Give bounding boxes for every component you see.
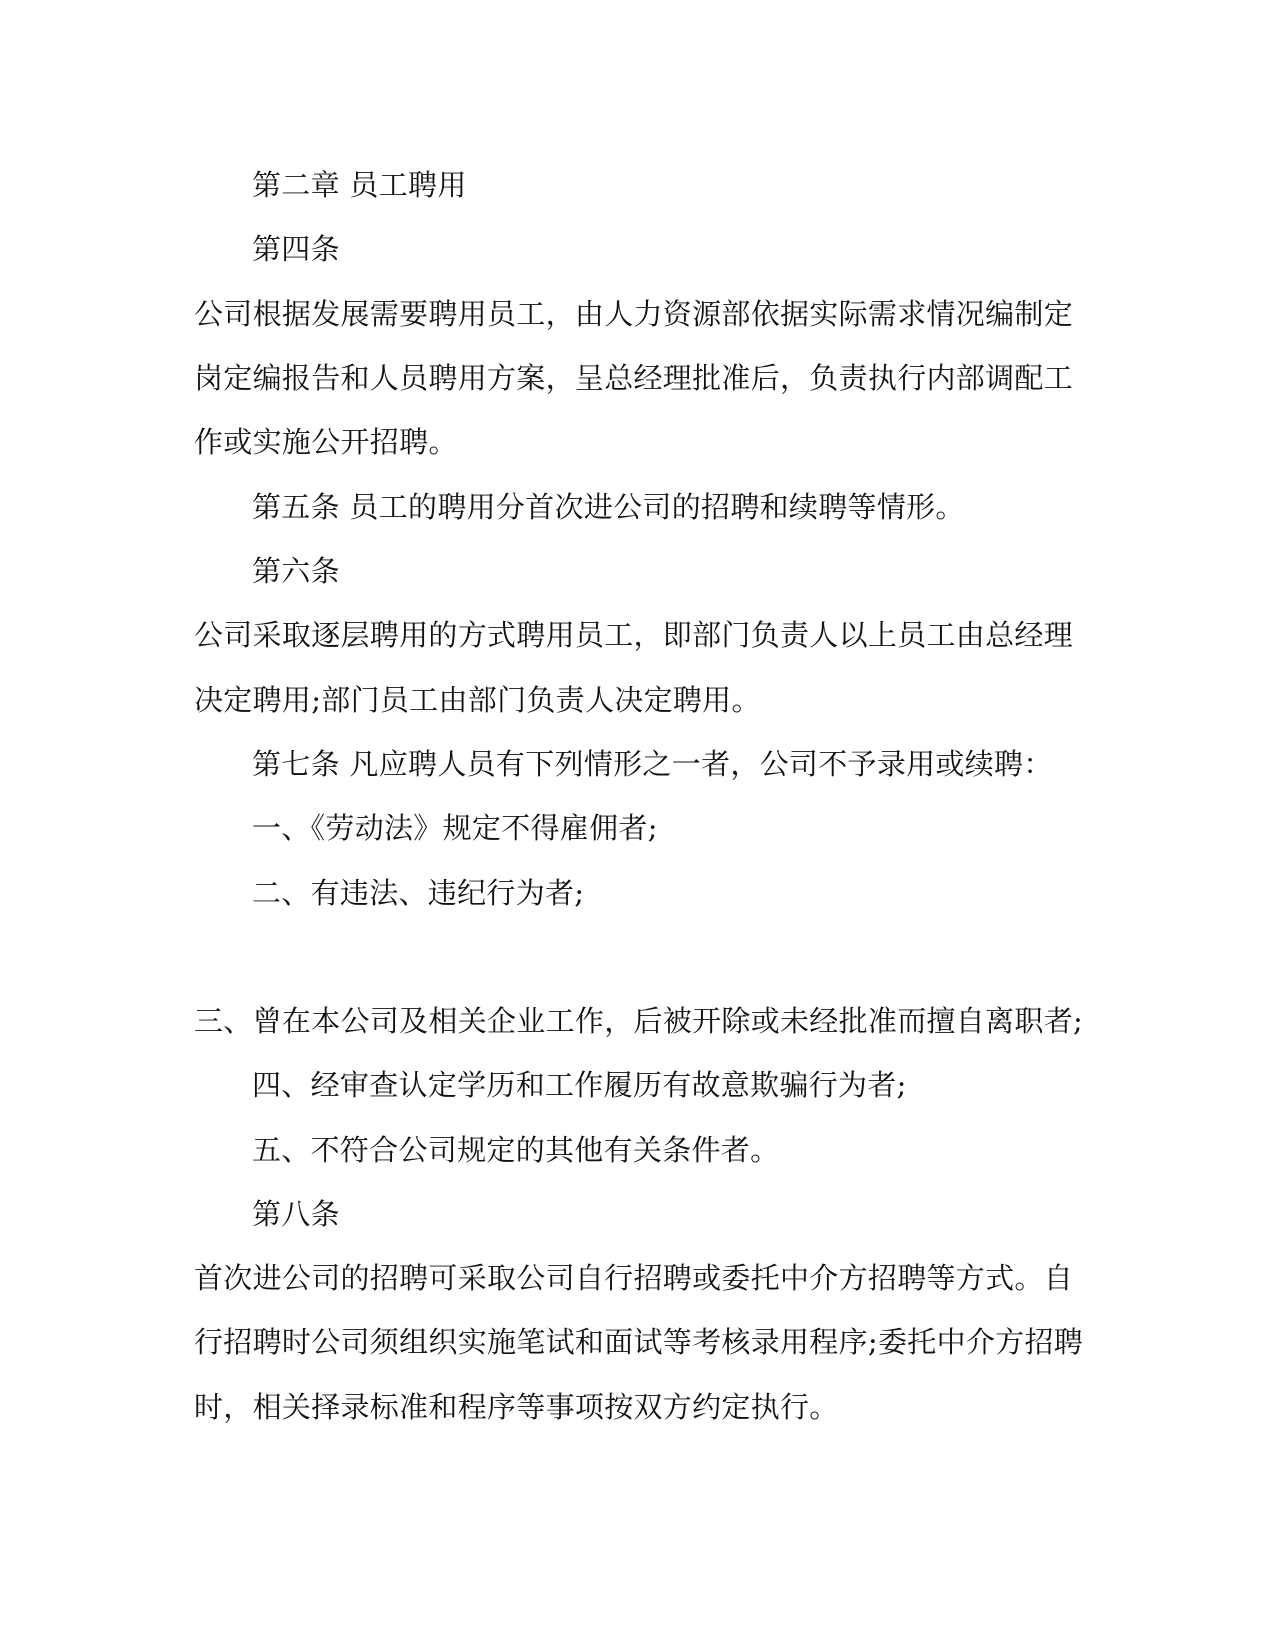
article-8-text-line-3: 时，相关择录标准和程序等事项按双方约定执行。	[194, 1390, 839, 1424]
article-5: 第五条 员工的聘用分首次进公司的招聘和续聘等情形。	[252, 490, 965, 524]
article-6-heading: 第六条	[252, 554, 340, 588]
article-7-item-2: 二、有违法、违纪行为者;	[252, 876, 585, 910]
article-7-item-4: 四、经审查认定学历和工作履历有故意欺骗行为者;	[252, 1068, 907, 1102]
article-8-heading: 第八条	[252, 1197, 340, 1231]
article-7-item-3: 三、曾在本公司及相关企业工作，后被开除或未经批准而擅自离职者;	[194, 1004, 1084, 1038]
article-7-item-5: 五、不符合公司规定的其他有关条件者。	[252, 1133, 780, 1167]
article-6-text-line-2: 决定聘用;部门员工由部门负责人决定聘用。	[194, 683, 761, 717]
article-7: 第七条 凡应聘人员有下列情形之一者，公司不予录用或续聘：	[252, 747, 1053, 781]
article-4-text-line-3: 作或实施公开招聘。	[194, 425, 458, 459]
article-8-text-line-2: 行招聘时公司须组织实施笔试和面试等考核录用程序;委托中介方招聘	[194, 1325, 1084, 1359]
article-4-text-line-1: 公司根据发展需要聘用员工，由人力资源部依据实际需求情况编制定	[194, 297, 1074, 331]
article-8-text-line-1: 首次进公司的招聘可采取公司自行招聘或委托中介方招聘等方式。自	[194, 1261, 1074, 1295]
article-4-text-line-2: 岗定编报告和人员聘用方案，呈总经理批准后，负责执行内部调配工	[194, 361, 1074, 395]
chapter-heading: 第二章 员工聘用	[252, 168, 467, 202]
article-6-text-line-1: 公司采取逐层聘用的方式聘用员工，即部门负责人以上员工由总经理	[194, 618, 1074, 652]
article-4-heading: 第四条	[252, 232, 340, 266]
article-7-item-1: 一、《劳动法》规定不得雇佣者;	[252, 811, 658, 845]
